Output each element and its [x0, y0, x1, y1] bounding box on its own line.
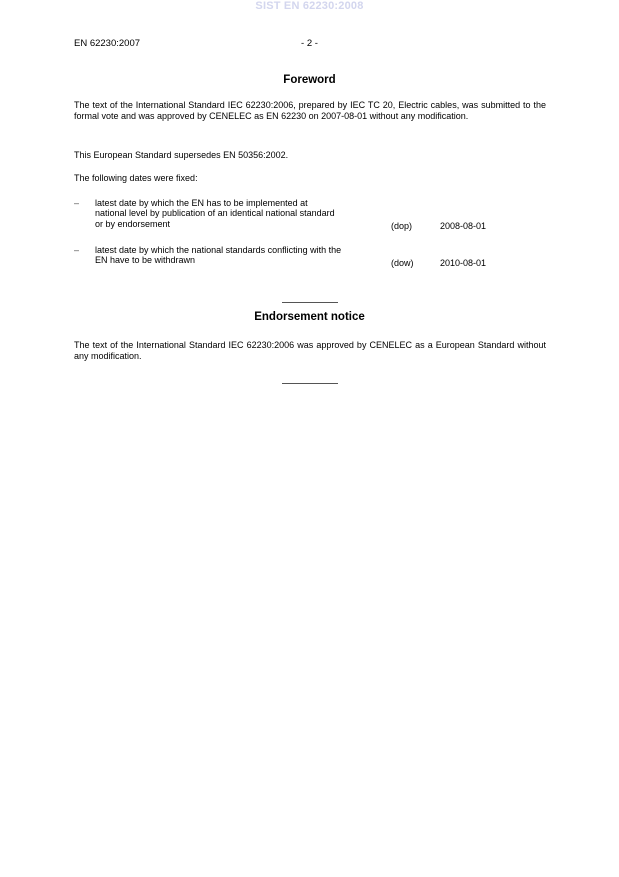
- foreword-paragraph-3: The following dates were fixed:: [74, 173, 198, 183]
- date-item-dop-date: 2008-08-01: [440, 221, 487, 231]
- foreword-title: Foreword: [283, 74, 336, 86]
- watermark: SIST EN 62230:2008: [255, 0, 364, 12]
- date-item-dop-text: latest date by which the EN has to be implemented at national level by publication of an identical national standard or by endorsement: [95, 198, 335, 229]
- foreword-paragraph-2: This European Standard supersedes EN 50356:2002.: [74, 150, 289, 160]
- endorsement-paragraph: The text of the International Standard IEC 62230:2006 was approved by CENELEC as a European Standard without any modification.: [74, 340, 546, 361]
- list-bullet: –: [74, 245, 80, 255]
- endorsement-title: Endorsement notice: [254, 311, 365, 323]
- date-item-dow-abbr: (dow): [391, 258, 414, 268]
- date-item-dow-date: 2010-08-01: [440, 258, 487, 268]
- list-bullet: –: [74, 198, 80, 208]
- document-id: EN 62230:2007: [74, 38, 141, 49]
- end-divider: [282, 383, 338, 384]
- date-item-dop-abbr: (dop): [391, 221, 413, 231]
- foreword-paragraph-1: The text of the International Standard IEC 62230:2006, prepared by IEC TC 20, Electric cables, was submitted to the formal vote and was approved by CENELEC as EN 62230 on 2007-08-01 without any modification.: [74, 100, 546, 121]
- page-number: - 2 -: [301, 38, 318, 49]
- section-divider: [282, 302, 338, 303]
- date-item-dow-text: latest date by which the national standards conflicting with the EN have to be withdrawn: [95, 245, 342, 266]
